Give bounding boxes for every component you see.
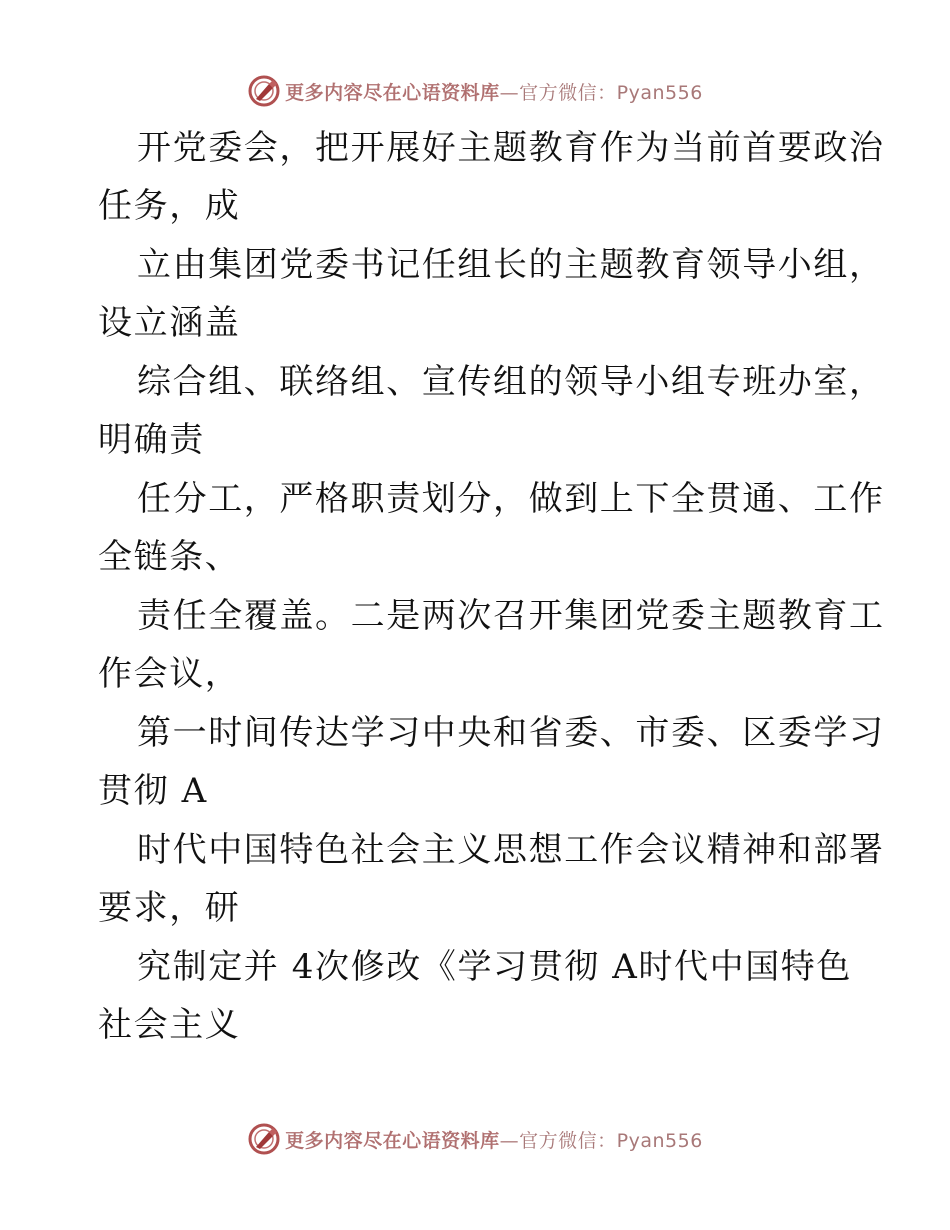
body-line: 贯彻 A — [98, 771, 208, 811]
body-line: 作会议， — [98, 654, 241, 694]
body-line: 究制定并 4次修改《学习贯彻 A时代中国特色 — [137, 947, 852, 987]
header-watermark-banner — [0, 71, 950, 111]
header-watermark-text: 更多内容尽在心语资料库 — [285, 81, 500, 104]
body-line: 要求，研 — [98, 888, 241, 928]
body-line: 任务，成 — [98, 186, 241, 226]
body-line: 责任全覆盖。二是两次召开集团党委主题教育工 — [137, 596, 885, 636]
pen-nib-logo-icon — [247, 74, 281, 108]
body-line: 明确责 — [98, 420, 205, 460]
body-line: 设立涵盖 — [98, 303, 241, 343]
body-line: 全链条、 — [98, 537, 241, 577]
body-line: 立由集团党委书记任组长的主题教育领导小组， — [137, 245, 885, 285]
body-line: 第一时间传达学习中央和省委、市委、区委学习 — [137, 713, 885, 753]
body-line: 任分工，严格职责划分，做到上下全贯通、工作 — [137, 479, 885, 519]
body-line: 开党委会，把开展好主题教育作为当前首要政治 — [137, 128, 885, 168]
body-line: 社会主义 — [98, 1005, 241, 1045]
header-watermark-separator: — — [499, 81, 520, 104]
body-line: 时代中国特色社会主义思想工作会议精神和部署 — [137, 830, 885, 870]
footer-watermark-separator: — — [499, 1129, 520, 1152]
body-line: 综合组、联络组、宣传组的领导小组专班办室， — [137, 362, 885, 402]
footer-watermark-wechat: 官方微信：Pyan556 — [519, 1129, 703, 1152]
pen-nib-logo-icon — [247, 1122, 281, 1156]
footer-watermark-banner — [0, 1119, 950, 1159]
footer-watermark-text: 更多内容尽在心语资料库 — [285, 1129, 500, 1152]
header-watermark-wechat: 官方微信：Pyan556 — [519, 81, 703, 104]
